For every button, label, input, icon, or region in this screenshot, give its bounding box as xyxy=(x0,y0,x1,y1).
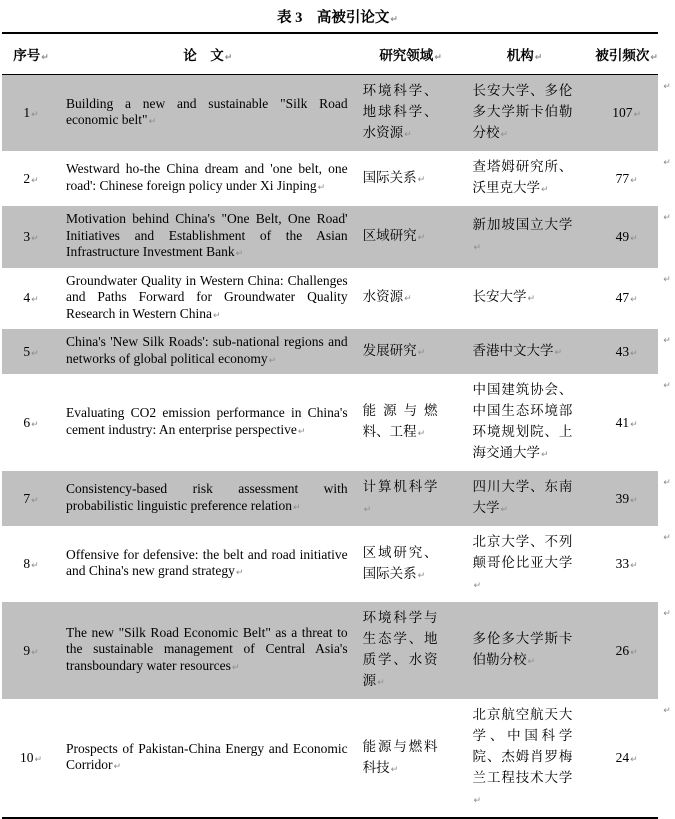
header-research-field xyxy=(356,33,466,75)
row-end-mark-icon: ↵ xyxy=(663,213,671,223)
paragraph-mark-icon: ↵ xyxy=(31,348,39,359)
citation-count xyxy=(583,151,658,206)
institution-text: 北京航空航天大学、中国科学院、杰姆肖罗梅兰工程技术大学 xyxy=(472,707,573,785)
paragraph-mark-icon: ↵ xyxy=(231,662,240,673)
row-end-gutter xyxy=(658,151,675,206)
paper-title xyxy=(60,374,356,471)
row-number xyxy=(2,329,60,374)
research-field-text: 计算机科学 xyxy=(362,479,438,494)
row-end-gutter xyxy=(658,471,675,526)
institution-text: 多伦多大学斯卡伯勒分校 xyxy=(472,631,573,667)
citation-count-text: 49 xyxy=(615,228,630,244)
paragraph-mark-icon: ↵ xyxy=(534,53,543,63)
paragraph-mark-icon: ↵ xyxy=(527,657,536,667)
institution xyxy=(466,75,584,152)
research-field-text: 能源与燃料、工程 xyxy=(362,403,438,439)
paragraph-mark-icon: ↵ xyxy=(404,294,412,305)
paragraph-mark-icon: ↵ xyxy=(390,15,398,25)
row-number-text: 10 xyxy=(19,750,34,765)
research-field xyxy=(356,268,466,330)
table-row xyxy=(2,602,675,699)
institution xyxy=(466,268,584,330)
paragraph-mark-icon: ↵ xyxy=(377,678,385,688)
row-number-text: 9 xyxy=(23,642,31,658)
paragraph-mark-icon: ↵ xyxy=(317,182,326,193)
paragraph-mark-icon: ↵ xyxy=(417,429,426,439)
row-end-gutter xyxy=(658,75,675,152)
row-number xyxy=(2,374,60,471)
institution xyxy=(466,374,584,471)
table-caption xyxy=(0,6,675,27)
paragraph-mark-icon: ↵ xyxy=(417,347,426,358)
paper-title-text: China's 'New Silk Roads': sub-national regions and networks of global political economy xyxy=(65,334,348,366)
paragraph-mark-icon: ↵ xyxy=(212,310,221,321)
citation-count xyxy=(583,471,658,526)
row-end-mark-icon: ↵ xyxy=(663,336,671,346)
row-end-gutter xyxy=(658,374,675,471)
research-field xyxy=(356,329,466,374)
citation-count-text: 39 xyxy=(615,490,630,506)
row-end-gutter xyxy=(658,268,675,330)
research-field xyxy=(356,151,466,206)
paragraph-mark-icon: ↵ xyxy=(31,647,39,658)
paragraph-mark-icon: ↵ xyxy=(148,117,157,127)
header-institution xyxy=(466,33,584,75)
paper-title-text: Consistency-based risk assessment with probabilistic linguistic preference relation xyxy=(65,481,348,513)
citation-count xyxy=(583,374,658,471)
row-number-text: 7 xyxy=(23,490,31,506)
paper-title xyxy=(60,471,356,526)
table-row xyxy=(2,329,675,374)
row-end-gutter xyxy=(658,699,675,818)
row-number xyxy=(2,75,60,152)
citation-count xyxy=(583,75,658,152)
paper-title xyxy=(60,602,356,699)
row-end-gutter xyxy=(658,602,675,699)
paper-title-text: Prospects of Pakistan-China Energy and Economic Corridor xyxy=(65,740,348,772)
table-row xyxy=(2,151,675,206)
row-end-mark-icon: ↵ xyxy=(663,478,671,488)
row-end-mark-icon: ↵ xyxy=(663,609,671,619)
paragraph-mark-icon: ↵ xyxy=(268,355,277,366)
institution xyxy=(466,329,584,374)
row-number-text: 4 xyxy=(23,290,31,306)
paragraph-mark-icon: ↵ xyxy=(404,130,412,140)
citation-count-text: 43 xyxy=(615,343,630,359)
header-citation-count-text: 被引频次 xyxy=(595,48,650,63)
research-field xyxy=(356,206,466,268)
paragraph-mark-icon: ↵ xyxy=(500,130,509,140)
row-number xyxy=(2,602,60,699)
paragraph-mark-icon: ↵ xyxy=(541,450,549,460)
table-row xyxy=(2,699,675,818)
paragraph-mark-icon: ↵ xyxy=(235,568,244,578)
row-end-gutter xyxy=(658,526,675,602)
row-number xyxy=(2,699,60,818)
paragraph-mark-icon: ↵ xyxy=(113,762,121,772)
paragraph-mark-icon: ↵ xyxy=(31,233,39,244)
paragraph-mark-icon: ↵ xyxy=(500,505,509,515)
paragraph-mark-icon: ↵ xyxy=(31,110,39,120)
header-citation-count xyxy=(583,33,658,75)
table-row xyxy=(2,374,675,471)
paragraph-mark-icon: ↵ xyxy=(630,419,638,430)
institution-text: 长安大学 xyxy=(472,289,527,305)
paragraph-mark-icon: ↵ xyxy=(630,233,638,244)
table-row xyxy=(2,526,675,602)
row-number-text: 5 xyxy=(23,343,31,359)
paragraph-mark-icon: ↵ xyxy=(417,232,426,243)
citation-count-text: 26 xyxy=(615,642,630,658)
paragraph-mark-icon: ↵ xyxy=(34,755,42,765)
research-field-text: 发展研究 xyxy=(362,342,417,358)
paragraph-mark-icon: ↵ xyxy=(417,174,426,185)
citation-count-text: 41 xyxy=(615,414,630,430)
paper-title-text: Evaluating CO2 emission performance in China's cement industry: An enterprise perspective xyxy=(65,405,348,437)
paragraph-mark-icon: ↵ xyxy=(434,53,442,63)
paragraph-mark-icon: ↵ xyxy=(630,295,638,306)
table-caption-text: 表 3 高被引论文 xyxy=(277,10,390,26)
institution xyxy=(466,471,584,526)
citation-count xyxy=(583,268,658,330)
row-end-gutter xyxy=(658,329,675,374)
paper-title xyxy=(60,699,356,818)
citation-count xyxy=(583,329,658,374)
paragraph-mark-icon: ↵ xyxy=(630,647,638,658)
institution xyxy=(466,602,584,699)
paragraph-mark-icon: ↵ xyxy=(31,295,39,306)
institution-text: 四川大学、东南大学 xyxy=(472,479,573,515)
paragraph-mark-icon: ↵ xyxy=(41,53,49,63)
citation-count-text: 33 xyxy=(615,556,630,571)
paragraph-mark-icon: ↵ xyxy=(650,53,658,63)
research-field xyxy=(356,374,466,471)
citation-count-text: 77 xyxy=(615,170,630,186)
header-research-field-text: 研究领域 xyxy=(379,48,434,63)
paragraph-mark-icon: ↵ xyxy=(293,502,301,513)
paragraph-mark-icon: ↵ xyxy=(363,505,372,515)
institution xyxy=(466,151,584,206)
table-row xyxy=(2,471,675,526)
research-field xyxy=(356,75,466,152)
paragraph-mark-icon: ↵ xyxy=(630,175,638,186)
institution xyxy=(466,526,584,602)
research-field xyxy=(356,602,466,699)
row-end-mark-icon: ↵ xyxy=(663,158,671,168)
research-field-text: 能源与燃料科技 xyxy=(362,738,438,775)
paper-title xyxy=(60,75,356,152)
paper-title xyxy=(60,206,356,268)
research-field-text: 环境科学、地球科学、水资源 xyxy=(362,83,438,140)
row-number-text: 6 xyxy=(23,414,31,430)
paper-title xyxy=(60,268,356,330)
table-row xyxy=(2,206,675,268)
research-field xyxy=(356,471,466,526)
research-field-text: 区域研究、国际关系 xyxy=(362,544,438,581)
research-field-text: 区域研究 xyxy=(362,227,417,243)
paragraph-mark-icon: ↵ xyxy=(473,581,482,591)
paragraph-mark-icon: ↵ xyxy=(473,796,482,806)
row-number xyxy=(2,471,60,526)
paper-title-text: Groundwater Quality in Western China: Challenges and Paths Forward for Groundwater Quality Research in Western China xyxy=(65,272,348,321)
row-number-text: 3 xyxy=(23,228,31,244)
paper-title xyxy=(60,329,356,374)
row-end-mark-icon: ↵ xyxy=(663,81,671,92)
paragraph-mark-icon: ↵ xyxy=(417,570,426,581)
citation-count xyxy=(583,206,658,268)
row-number xyxy=(2,268,60,330)
research-field-text: 环境科学与生态学、地质学、水资源 xyxy=(362,610,438,688)
row-end-mark-icon: ↵ xyxy=(663,381,671,391)
header-serial-number xyxy=(2,33,60,75)
header-institution-text: 机构 xyxy=(506,48,534,63)
row-end-gutter xyxy=(658,206,675,268)
paragraph-mark-icon: ↵ xyxy=(554,347,563,358)
paragraph-mark-icon: ↵ xyxy=(235,249,244,259)
paper-title-text: Building a new and sustainable "Silk Road economic belt" xyxy=(65,95,348,127)
institution-text: 新加坡国立大学 xyxy=(472,217,573,233)
row-number xyxy=(2,206,60,268)
table-row xyxy=(2,268,675,330)
row-end-mark-icon: ↵ xyxy=(663,706,671,716)
institution-text: 中国建筑协会、中国生态环境部环境规划院、上海交通大学 xyxy=(472,382,573,460)
paper-title-text: Offensive for defensive: the belt and road initiative and China's new grand strategy xyxy=(65,546,348,578)
header-paper-text: 论 文 xyxy=(183,48,224,63)
paragraph-mark-icon: ↵ xyxy=(630,348,638,359)
paragraph-mark-icon: ↵ xyxy=(630,495,638,506)
paragraph-mark-icon: ↵ xyxy=(31,561,39,571)
institution-text: 查塔姆研究所、沃里克大学 xyxy=(472,159,573,195)
header-paper xyxy=(60,33,356,75)
table-row xyxy=(2,75,675,152)
citation-count xyxy=(583,602,658,699)
citation-count xyxy=(583,699,658,818)
citation-count xyxy=(583,526,658,602)
paragraph-mark-icon: ↵ xyxy=(31,495,39,506)
paragraph-mark-icon: ↵ xyxy=(541,185,549,195)
table-header-row xyxy=(2,33,675,75)
institution-text: 北京大学、不列颠哥伦比亚大学 xyxy=(472,534,573,570)
citation-count-text: 24 xyxy=(615,750,630,765)
paragraph-mark-icon: ↵ xyxy=(473,243,482,254)
row-end-mark-icon: ↵ xyxy=(663,274,671,285)
research-field xyxy=(356,526,466,602)
research-field-text: 水资源 xyxy=(362,289,404,305)
row-end-mark-icon: ↵ xyxy=(663,533,671,543)
paragraph-mark-icon: ↵ xyxy=(630,755,638,765)
paragraph-mark-icon: ↵ xyxy=(390,764,399,775)
row-number-text: 8 xyxy=(23,556,31,571)
paragraph-mark-icon: ↵ xyxy=(630,561,638,571)
paper-title-text: Westward ho-the China dream and 'one belt, one road': Chinese foreign policy under Xi Jinping xyxy=(65,161,348,193)
institution-text: 长安大学、多伦多大学斯卡伯勒分校 xyxy=(472,83,573,140)
paper-title-text: Motivation behind China's "One Belt, One Road' Initiatives and Establishment of the Asian Infrastructure Investment Bank xyxy=(65,211,348,259)
paragraph-mark-icon: ↵ xyxy=(297,426,306,437)
row-number xyxy=(2,151,60,206)
paper-title xyxy=(60,526,356,602)
institution xyxy=(466,699,584,818)
cited-papers-table xyxy=(2,32,675,819)
paragraph-mark-icon: ↵ xyxy=(31,419,39,430)
paper-title-text: The new "Silk Road Economic Belt" as a threat to the sustainable management of Central Asia's transboundary water resources xyxy=(65,624,348,673)
institution-text: 香港中文大学 xyxy=(472,342,554,358)
paragraph-mark-icon: ↵ xyxy=(31,175,39,186)
institution xyxy=(466,206,584,268)
paragraph-mark-icon: ↵ xyxy=(633,110,642,120)
paragraph-mark-icon: ↵ xyxy=(224,53,233,63)
citation-count-text: 47 xyxy=(615,290,630,306)
header-serial-number-text: 序号 xyxy=(13,48,41,63)
paper-title xyxy=(60,151,356,206)
research-field-text: 国际关系 xyxy=(362,169,417,185)
row-number-text: 2 xyxy=(23,170,31,186)
paragraph-mark-icon: ↵ xyxy=(527,294,536,305)
table-body xyxy=(2,75,675,819)
citation-count-text: 107 xyxy=(612,105,633,120)
row-number xyxy=(2,526,60,602)
research-field xyxy=(356,699,466,818)
row-number-text: 1 xyxy=(23,105,31,120)
header-row-end-gutter xyxy=(658,33,675,75)
